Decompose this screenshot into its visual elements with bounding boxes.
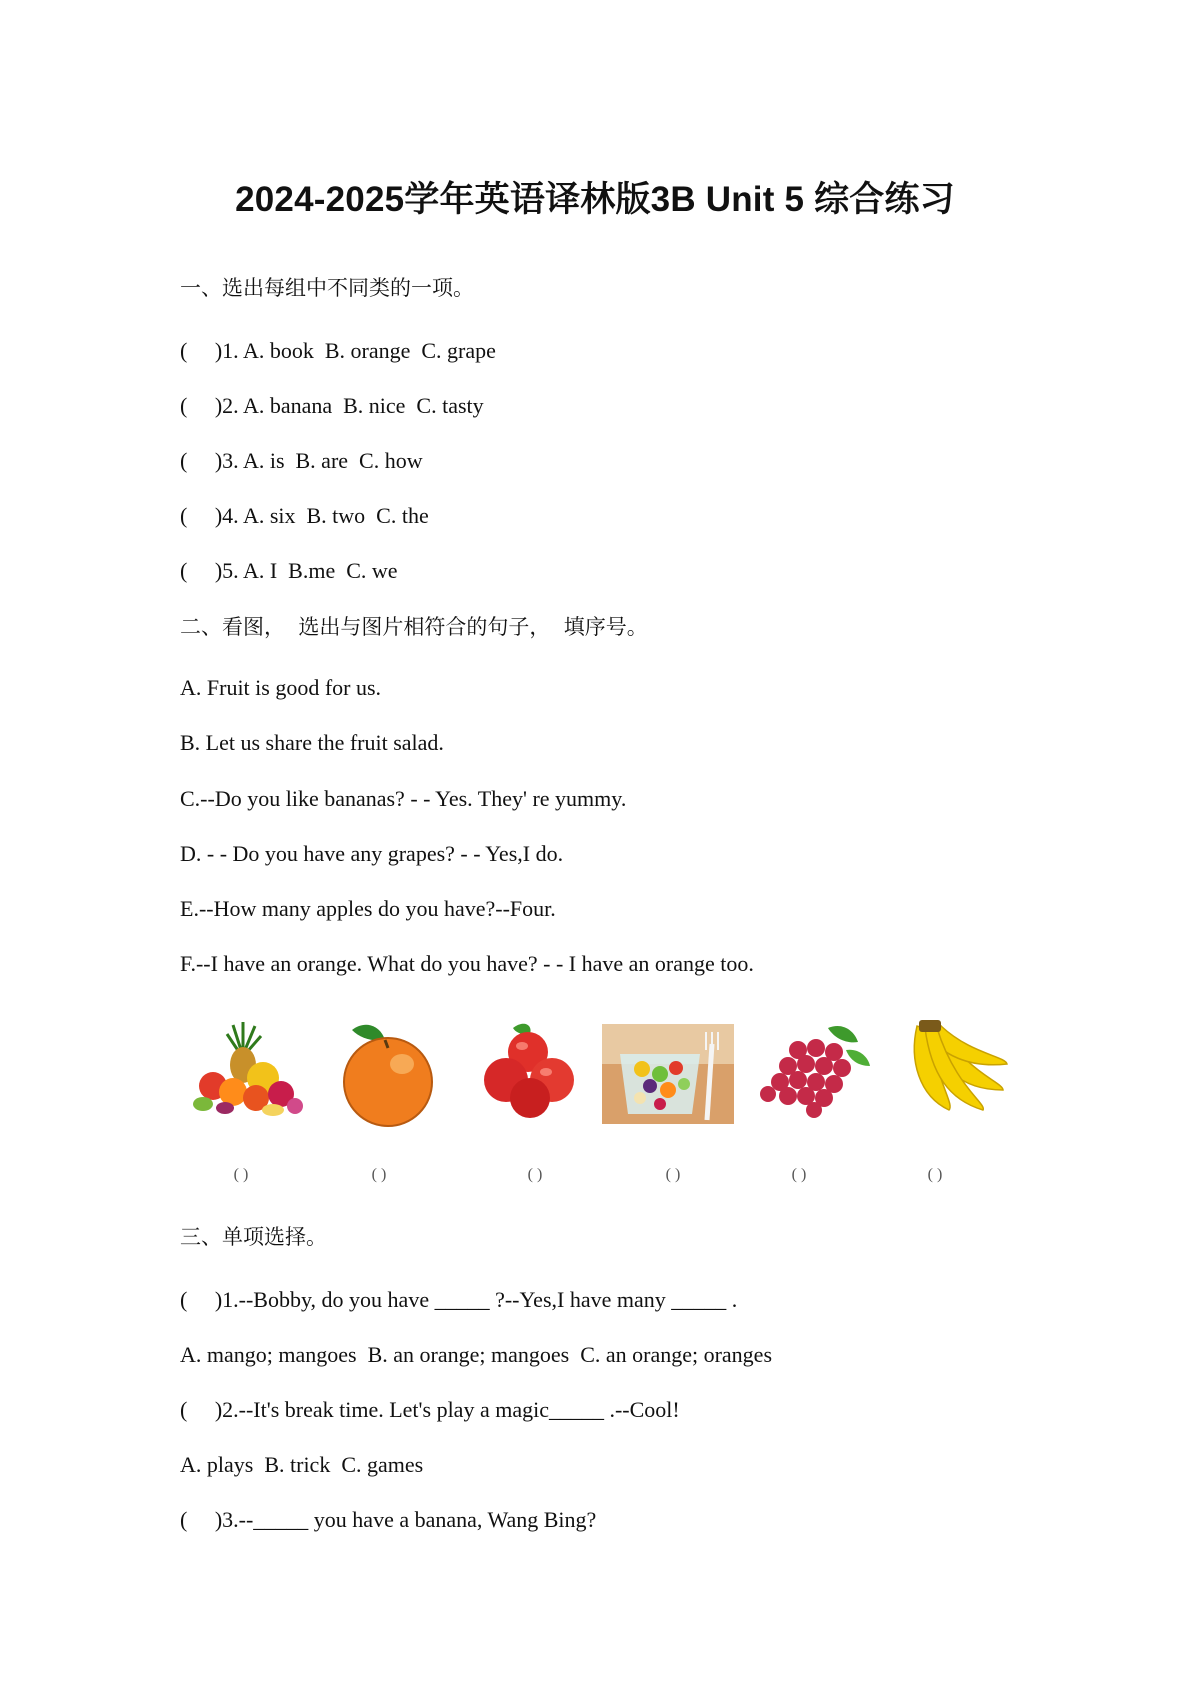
- section3-heading: 三、单项选择。: [180, 1225, 327, 1249]
- grapes-picture: [758, 1020, 878, 1120]
- sentence-option: B. Let us share the fruit salad.: [180, 730, 444, 755]
- question-item: ( )4. A. six B. two C. the: [180, 503, 429, 528]
- question-item: ( )3.--_____ you have a banana, Wang Bing?: [180, 1507, 597, 1532]
- question-item: ( )1.--Bobby, do you have _____ ?--Yes,I have many _____ .: [180, 1287, 738, 1312]
- question-item: ( )2. A. banana B. nice C. tasty: [180, 393, 484, 418]
- answer-blank[interactable]: ( ): [527, 1166, 543, 1183]
- question-item: ( )1. A. book B. orange C. grape: [180, 338, 496, 363]
- answer-blank[interactable]: ( ): [233, 1166, 249, 1183]
- sentence-option: A. Fruit is good for us.: [180, 675, 382, 700]
- section1-heading: 一、选出每组中不同类的一项。: [180, 276, 474, 300]
- sentence-option: C.--Do you like bananas? - - Yes. They' re yummy.: [180, 786, 627, 811]
- answer-blank[interactable]: ( ): [927, 1166, 943, 1183]
- section2-heading: 二、看图， 选出与图片相符合的句子， 填序号。: [180, 615, 648, 639]
- answer-options: A. mango; mangoes B. an orange; mangoes C. an orange; oranges: [180, 1342, 773, 1367]
- sentence-option: E.--How many apples do you have?--Four.: [180, 896, 556, 921]
- sentence-option: D. - - Do you have any grapes? - - Yes,I do.: [180, 841, 564, 866]
- answer-blank[interactable]: ( ): [791, 1166, 807, 1183]
- orange-picture: [330, 1020, 440, 1130]
- fruit-salad-picture: [602, 1024, 734, 1124]
- fruit-pile-picture: [183, 1020, 308, 1120]
- apples-picture: [478, 1020, 583, 1120]
- bananas-picture: [905, 1020, 1010, 1120]
- answer-options: A. plays B. trick C. games: [180, 1452, 424, 1477]
- question-item: ( )3. A. is B. are C. how: [180, 448, 423, 473]
- sentence-option: F.--I have an orange. What do you have? - - I have an orange too.: [180, 951, 754, 976]
- question-item: ( )5. A. I B.me C. we: [180, 558, 398, 583]
- page-title: 2024-2025学年英语译林版3B Unit 5 综合练习: [235, 180, 955, 219]
- answer-blank[interactable]: ( ): [371, 1166, 387, 1183]
- answer-blank[interactable]: ( ): [665, 1166, 681, 1183]
- question-item: ( )2.--It's break time. Let's play a magic_____ .--Cool!: [180, 1397, 680, 1422]
